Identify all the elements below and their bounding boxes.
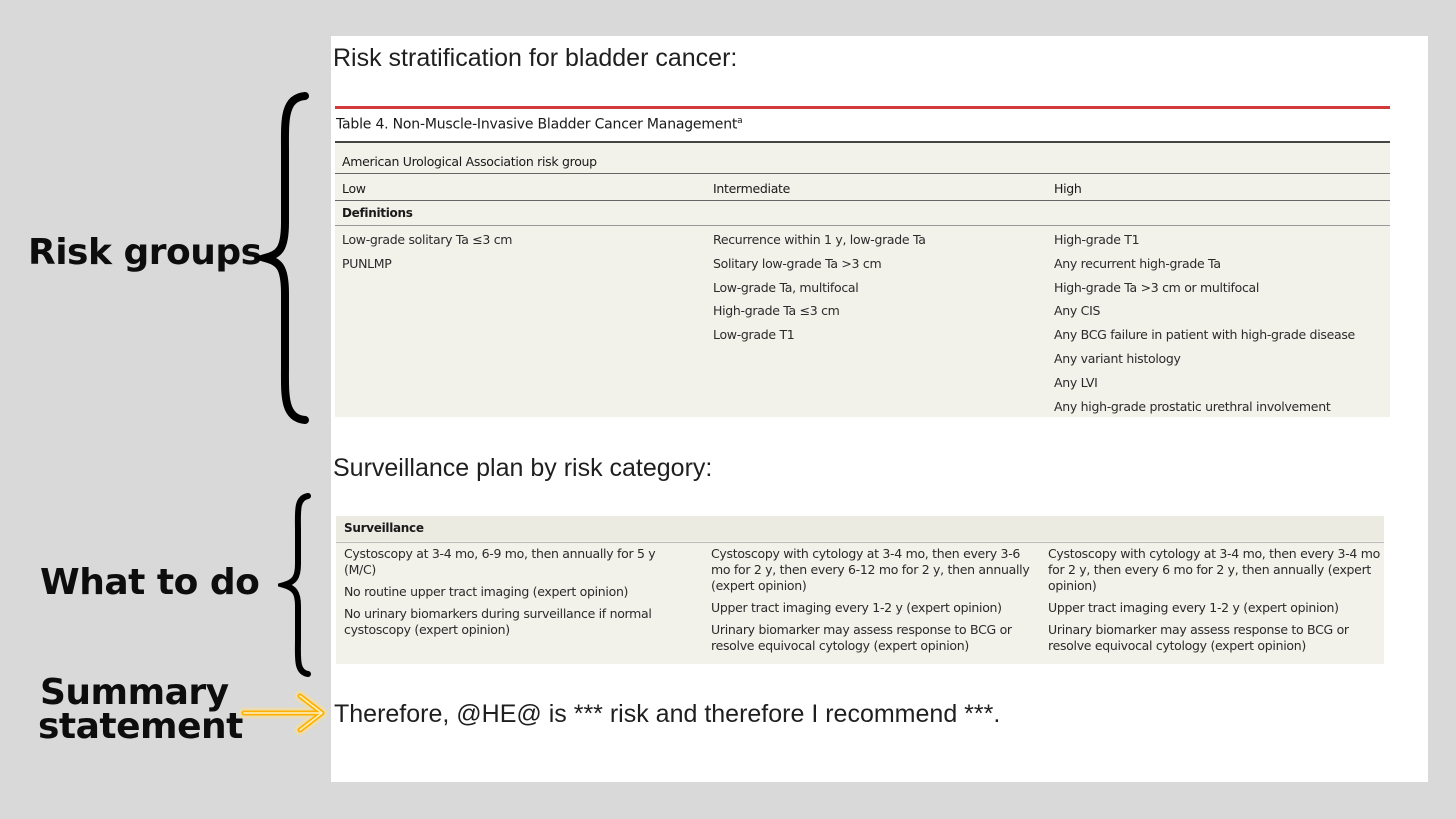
table-rule bbox=[335, 173, 1390, 174]
intermediate-item: Solitary low-grade Ta >3 cm bbox=[713, 255, 882, 271]
high-item: Any CIS bbox=[1054, 303, 1101, 319]
definitions-label: Definitions bbox=[342, 206, 413, 220]
surveillance-header bbox=[336, 516, 1384, 541]
table-rule bbox=[335, 200, 1390, 201]
left-brace-risk-groups bbox=[255, 92, 315, 424]
summary-label-line2: statement bbox=[38, 706, 243, 747]
high-column bbox=[1054, 232, 1355, 422]
high-item: Any BCG failure in patient with high-grade disease bbox=[1054, 327, 1355, 343]
high-item: Any recurrent high-grade Ta bbox=[1054, 255, 1221, 271]
surveillance-intermediate-item: Upper tract imaging every 1-2 y (expert opinion) bbox=[711, 600, 1002, 615]
table-top-rule bbox=[335, 141, 1390, 143]
surveillance-heading: Surveillance plan by risk category: bbox=[333, 454, 713, 482]
column-header-intermediate: Intermediate bbox=[713, 181, 791, 196]
high-item: Any LVI bbox=[1054, 374, 1098, 390]
surveillance-high-item: Upper tract imaging every 1-2 y (expert opinion) bbox=[1048, 600, 1339, 615]
surveillance-high-item: Urinary biomarker may assess response to BCG or resolve equivocal cytology (expert opinion) bbox=[1048, 622, 1349, 653]
annotation-summary-statement bbox=[38, 672, 243, 747]
low-item: PUNLMP bbox=[342, 255, 392, 271]
surveillance-high-column bbox=[1048, 546, 1383, 660]
intermediate-item: Low-grade Ta, multifocal bbox=[713, 279, 859, 295]
high-item: High-grade T1 bbox=[1054, 232, 1140, 247]
surveillance-header-label: Surveillance bbox=[344, 521, 424, 535]
column-header-low: Low bbox=[342, 181, 366, 196]
surveillance-low-item: Cystoscopy at 3-4 mo, 6-9 mo, then annually for 5 y (M/C) bbox=[344, 546, 656, 577]
intermediate-item: High-grade Ta ≤3 cm bbox=[713, 303, 840, 319]
surveillance-table bbox=[336, 516, 1384, 664]
risk-heading: Risk stratification for bladder cancer: bbox=[333, 44, 738, 72]
table-title-text: Table 4. Non-Muscle-Invasive Bladder Cancer Management bbox=[336, 116, 738, 133]
surveillance-intermediate-item: Cystoscopy with cytology at 3-4 mo, then every 3-6 mo for 2 y, then every 6-12 mo for 2 y, then annually (expert opinion) bbox=[711, 546, 1030, 593]
annotation-risk-groups: Risk groups bbox=[28, 232, 262, 273]
surveillance-high-item: Cystoscopy with cytology at 3-4 mo, then every 3-4 mo for 2 y, then every 6 mo for 2 y, then annually (expert opinion) bbox=[1048, 546, 1380, 593]
low-item: Low-grade solitary Ta ≤3 cm bbox=[342, 232, 513, 247]
group-header: American Urological Association risk group bbox=[342, 154, 597, 169]
high-item: Any variant histology bbox=[1054, 350, 1181, 366]
summary-label-line1: Summary bbox=[40, 672, 229, 713]
table-title bbox=[336, 116, 742, 133]
intermediate-item: Low-grade T1 bbox=[713, 327, 795, 343]
surveillance-low-item: No routine upper tract imaging (expert opinion) bbox=[344, 584, 629, 599]
intermediate-column bbox=[713, 232, 926, 351]
surveillance-low-column bbox=[344, 546, 684, 644]
surveillance-intermediate-item: Urinary biomarker may assess response to BCG or resolve equivocal cytology (expert opinion) bbox=[711, 622, 1012, 653]
annotation-what-to-do: What to do bbox=[40, 562, 260, 603]
high-item: Any high-grade prostatic urethral involvement bbox=[1054, 398, 1331, 414]
column-header-high: High bbox=[1054, 181, 1082, 196]
left-brace-what-to-do bbox=[278, 492, 318, 678]
summary-statement: Therefore, @HE@ is *** risk and therefore I recommend ***. bbox=[334, 700, 1001, 728]
surveillance-low-item: No urinary biomarkers during surveillance if normal cystoscopy (expert opinion) bbox=[344, 606, 652, 637]
table-red-rule bbox=[335, 106, 1390, 109]
document-sheet bbox=[331, 36, 1428, 782]
table-title-footnote: a bbox=[737, 116, 743, 126]
risk-table bbox=[335, 141, 1390, 417]
arrow-right-icon bbox=[238, 688, 330, 738]
low-column bbox=[342, 232, 512, 280]
intermediate-item: Recurrence within 1 y, low-grade Ta bbox=[713, 232, 926, 247]
table-rule bbox=[335, 225, 1390, 226]
surveillance-intermediate-column bbox=[711, 546, 1036, 660]
high-item: High-grade Ta >3 cm or multifocal bbox=[1054, 279, 1260, 295]
surveillance-rule bbox=[336, 542, 1384, 543]
